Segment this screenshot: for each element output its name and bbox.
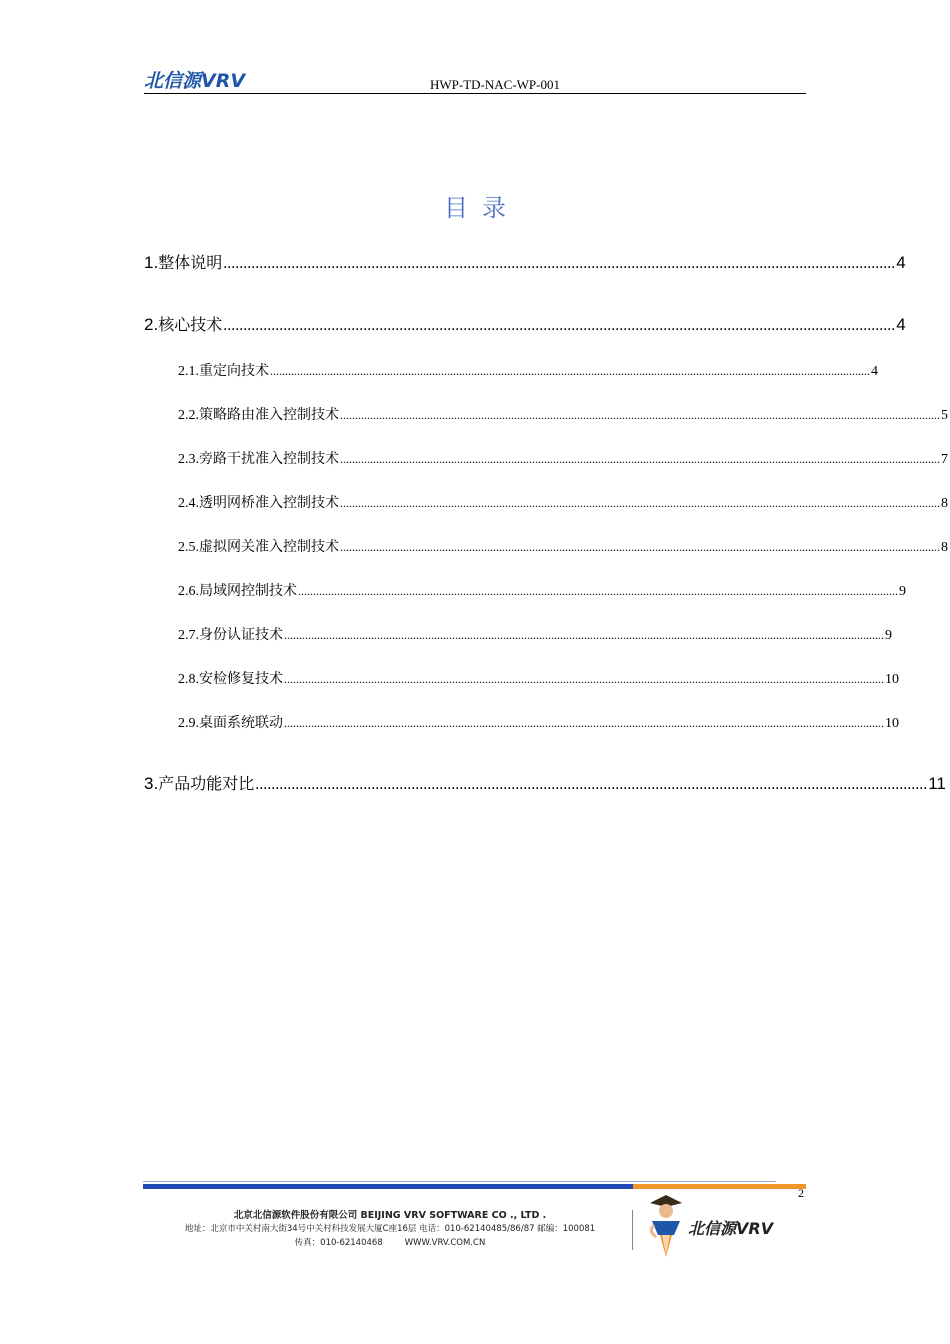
toc-entry-title: 身份认证技术 xyxy=(199,627,283,643)
toc-dot-leader: ........................................................................................................................................................................ xyxy=(255,776,928,793)
toc-entry-number: 1. xyxy=(144,253,159,272)
toc-entry-title: 透明网桥准入控制技术 xyxy=(199,495,339,511)
toc-dot-leader: ........................................................................................................................................................................................................ xyxy=(340,408,940,422)
toc-entry-2-6[interactable] xyxy=(178,580,906,600)
toc-entry-2-9[interactable] xyxy=(178,712,899,732)
toc-entry-page: 8 xyxy=(941,540,948,555)
footer-fax: 传真：010-62140468 xyxy=(294,1238,383,1248)
toc-entry-number: 2.4. xyxy=(178,496,199,511)
toc-entry-title: 桌面系统联动 xyxy=(199,715,283,731)
document-code: HWP-TD-NAC-WP-001 xyxy=(430,77,560,92)
footer-address: 地址：北京市中关村南大街34号中关村科技发展大厦C座16层 电话：010-62140485/86/87 邮编：100081 xyxy=(184,1224,596,1234)
toc-entry-2-8[interactable] xyxy=(178,668,899,688)
footer-company-name: 北京北信源软件股份有限公司 BEIJING VRV SOFTWARE CO ., LTD . xyxy=(233,1210,547,1221)
toc-entry-page: 4 xyxy=(896,253,906,272)
toc-entry-page: 4 xyxy=(896,315,906,334)
toc-entry-title: 虚拟网关准入控制技术 xyxy=(199,539,339,555)
toc-entry-2-2[interactable] xyxy=(178,404,948,424)
toc-dot-leader: ........................................................................................................................................................................ xyxy=(223,317,896,334)
toc-dot-leader: ........................................................................................................................................................................................................ xyxy=(284,672,884,686)
toc-entry-2-1[interactable] xyxy=(178,360,878,380)
toc-entry-number: 2.3. xyxy=(178,452,199,467)
footer-website: WWW.VRV.COM.CN xyxy=(404,1238,486,1248)
toc-entry-title: 产品功能对比 xyxy=(158,774,255,793)
toc-entry-page: 4 xyxy=(871,364,878,379)
toc-entry-page: 8 xyxy=(941,496,948,511)
footer-logo: 北信源VRV xyxy=(688,1219,774,1238)
toc-entry-2-5[interactable] xyxy=(178,536,948,556)
toc-entry-title: 整体说明 xyxy=(158,253,223,272)
toc-entry-page: 10 xyxy=(885,716,899,731)
footer-divider xyxy=(632,1210,633,1250)
footer-orange-bar xyxy=(633,1184,806,1189)
toc-entry-2-7[interactable] xyxy=(178,624,892,644)
toc-entry-title: 策略路由准入控制技术 xyxy=(199,407,339,423)
footer-blue-bar xyxy=(143,1184,633,1189)
toc-entry-title: 安检修复技术 xyxy=(199,671,283,687)
toc-dot-leader: ........................................................................................................................................................................................................ xyxy=(270,364,870,378)
toc-entry-title: 核心技术 xyxy=(158,315,223,334)
toc-entry-page: 7 xyxy=(941,452,948,467)
toc-entry-number: 2.9. xyxy=(178,716,199,731)
mascot-figure-icon xyxy=(646,1195,686,1259)
toc-entry-1[interactable] xyxy=(144,250,906,273)
toc-entry-number: 3. xyxy=(144,774,159,793)
toc-dot-leader: ........................................................................................................................................................................................................ xyxy=(284,628,884,642)
toc-entry-2[interactable] xyxy=(144,312,906,335)
toc-entry-number: 2.5. xyxy=(178,540,199,555)
footer-contact-line xyxy=(150,1236,630,1248)
toc-dot-leader: ........................................................................................................................................................................................................ xyxy=(298,584,898,598)
toc-entry-number: 2. xyxy=(144,315,159,334)
toc-entry-page: 9 xyxy=(899,584,906,599)
toc-dot-leader: ........................................................................................................................................................................................................ xyxy=(340,452,940,466)
toc-entry-page: 11 xyxy=(928,774,946,793)
toc-entry-3[interactable] xyxy=(144,771,946,794)
company-logo: 北信源VRV xyxy=(144,70,246,92)
toc-dot-leader: ........................................................................................................................................................................................................ xyxy=(340,540,940,554)
toc-dot-leader: ........................................................................................................................................................................ xyxy=(223,255,896,272)
toc-entry-number: 2.8. xyxy=(178,672,199,687)
toc-entry-number: 2.2. xyxy=(178,408,199,423)
header-rule xyxy=(144,93,806,94)
toc-entry-page: 10 xyxy=(885,672,899,687)
toc-entry-page: 5 xyxy=(941,408,948,423)
toc-entry-2-3[interactable] xyxy=(178,448,948,468)
toc-entry-title: 重定向技术 xyxy=(199,363,269,379)
toc-entry-title: 局域网控制技术 xyxy=(199,583,297,599)
toc-entry-page: 9 xyxy=(885,628,892,643)
toc-title: 目录 xyxy=(444,194,520,222)
footer-thin-rule xyxy=(143,1181,776,1182)
toc-entry-number: 2.7. xyxy=(178,628,199,643)
toc-dot-leader: ........................................................................................................................................................................................................ xyxy=(284,716,884,730)
toc-entry-2-4[interactable] xyxy=(178,492,948,512)
toc-entry-number: 2.1. xyxy=(178,364,199,379)
toc-dot-leader: ........................................................................................................................................................................................................ xyxy=(340,496,940,510)
toc-entry-number: 2.6. xyxy=(178,584,199,599)
page-number: 2 xyxy=(798,1186,804,1200)
toc-entry-title: 旁路干扰准入控制技术 xyxy=(199,451,339,467)
